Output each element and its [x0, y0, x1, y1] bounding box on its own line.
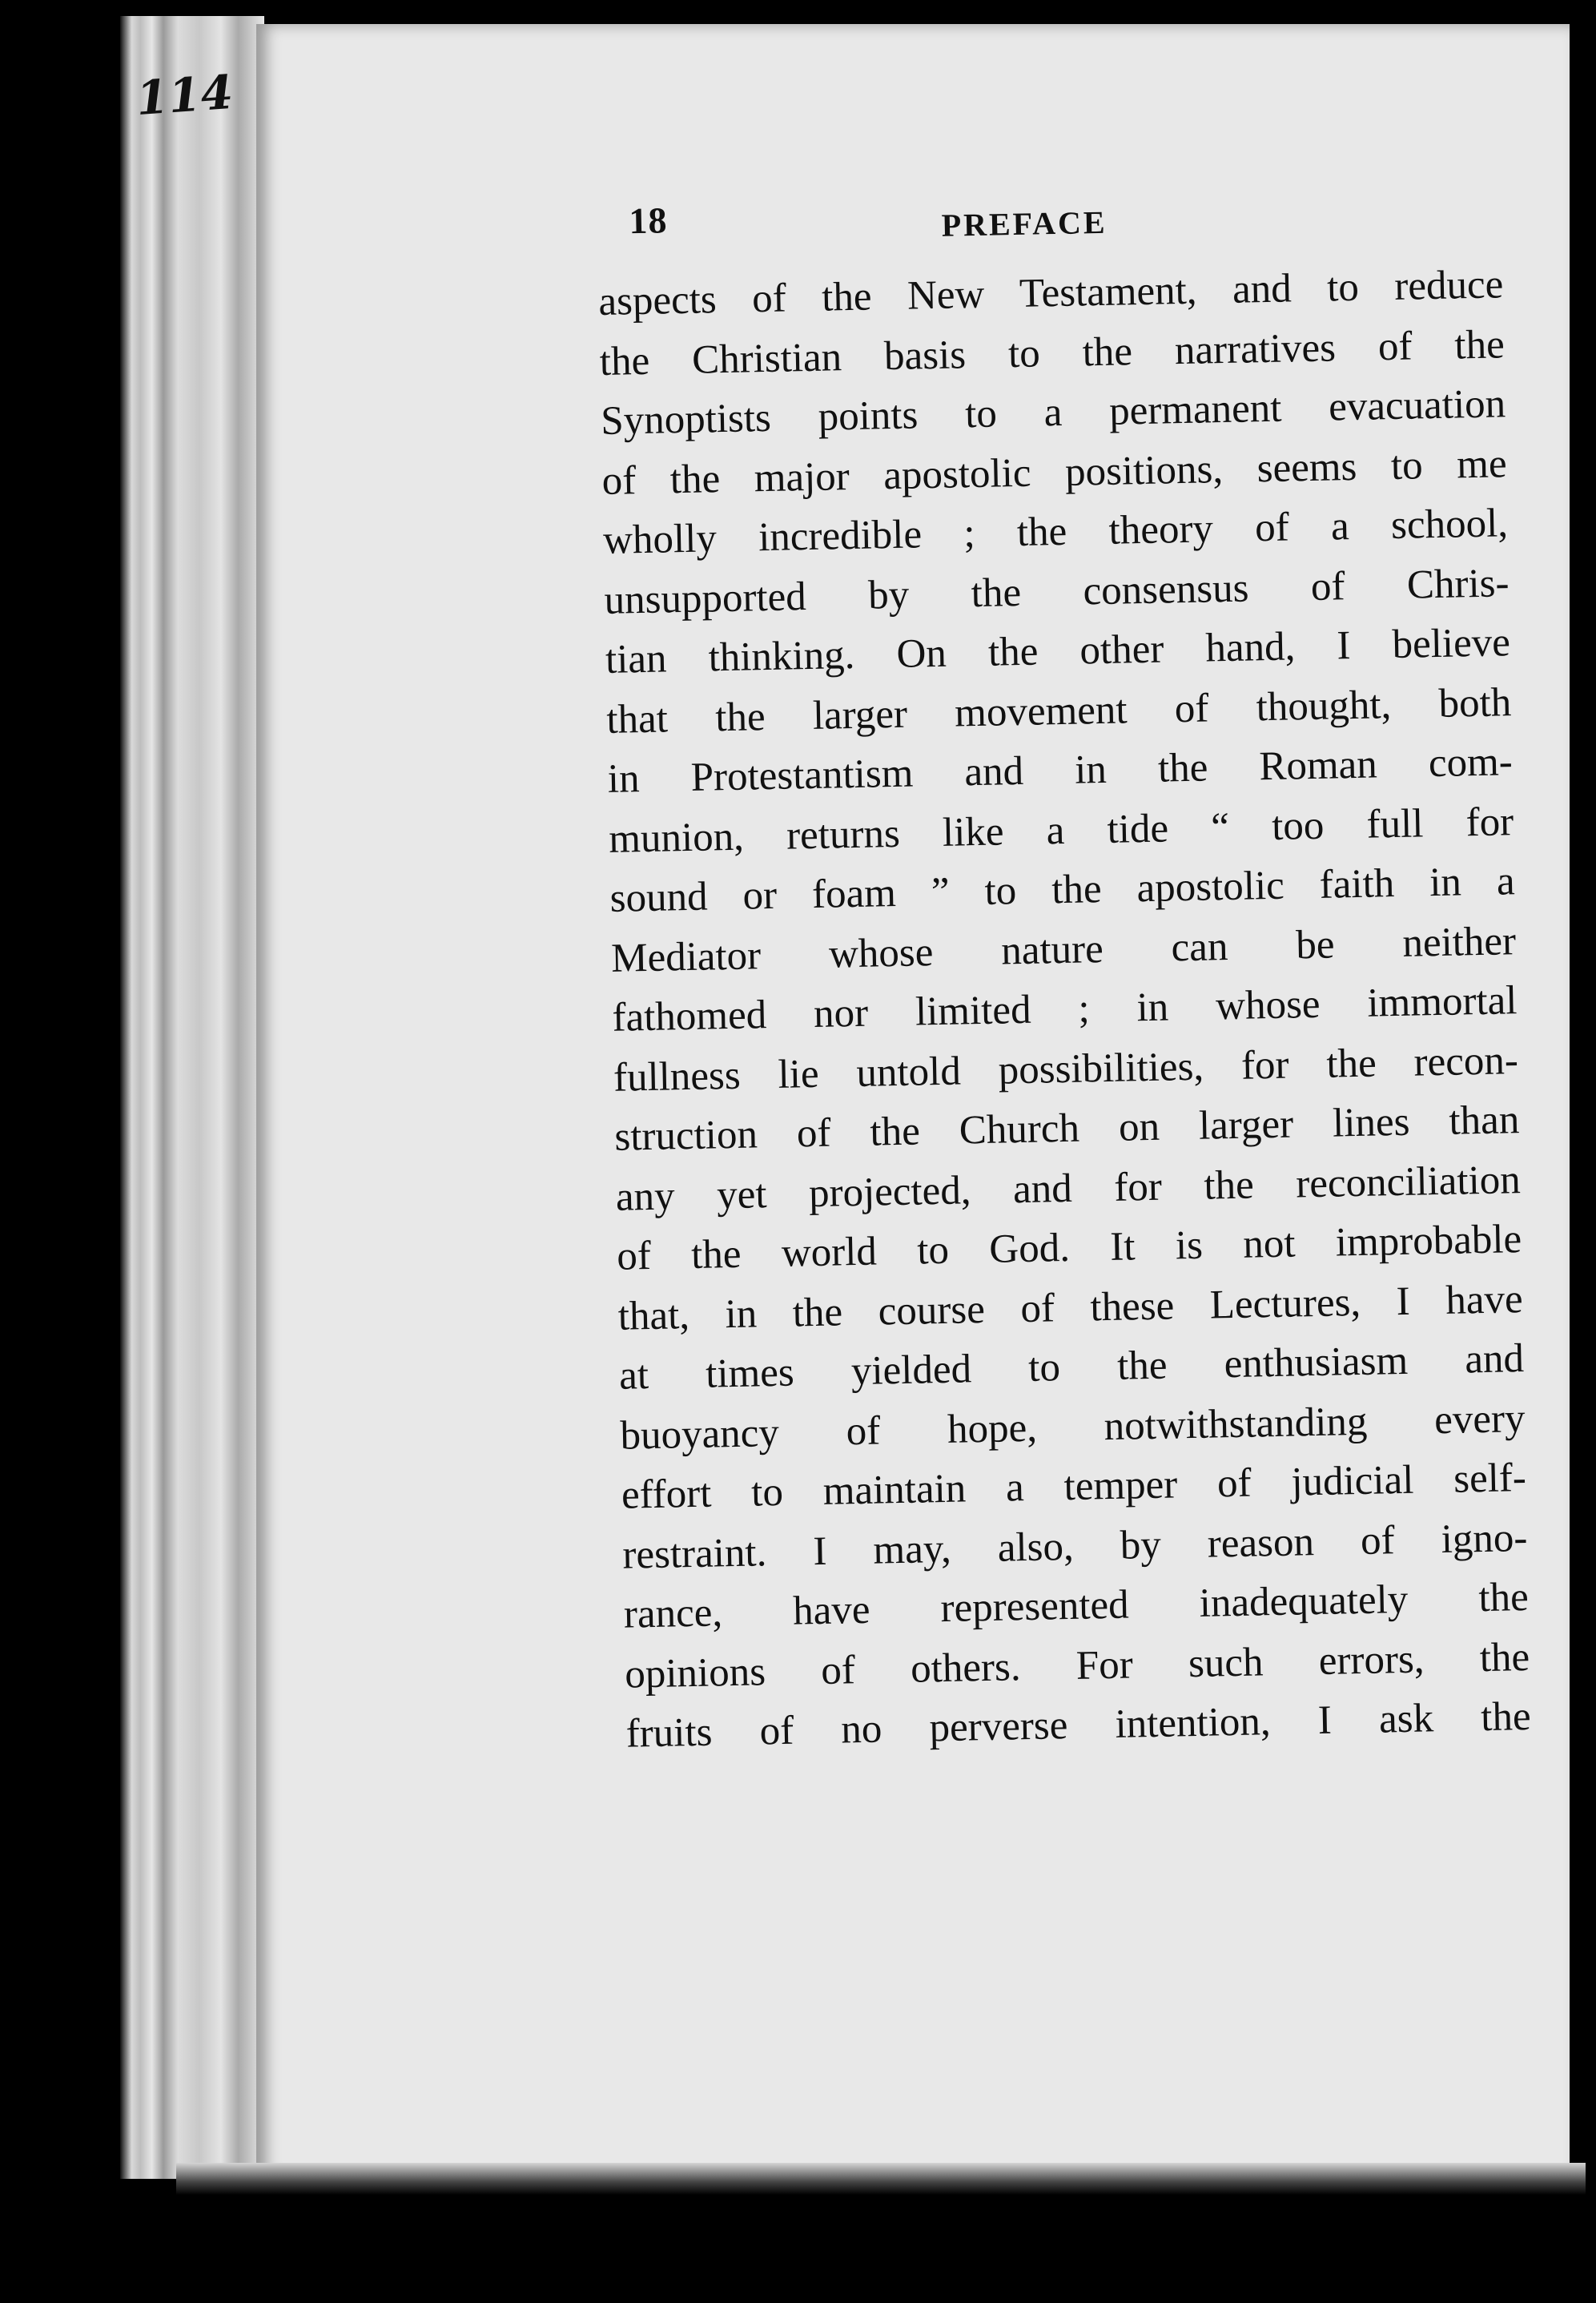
text-line: opinions of others. For such errors, the [624, 1634, 1530, 1697]
text-line: tian thinking. On the other hand, I believe [605, 620, 1511, 682]
text-line: sound or foam ” to the apostolic faith in a [609, 859, 1516, 921]
text-line: fathomed nor limited ; in whose immortal [612, 978, 1518, 1041]
text-line: unsupported by the consensus of Chris- [604, 560, 1510, 623]
text-line: that the larger movement of thought, both [605, 679, 1512, 743]
page-number: 18 [629, 199, 668, 242]
text-line: effort to maintain a temper of judicial self- [621, 1455, 1527, 1518]
text-line: struction of the Church on larger lines than [613, 1097, 1520, 1160]
text-line: at times yielded to the enthusiasm and [618, 1336, 1525, 1399]
text-line: any yet projected, and for the reconciliation [615, 1157, 1522, 1220]
text-line: in Protestantism and in the Roman com- [607, 739, 1514, 802]
text-line: Mediator whose nature can be neither [610, 918, 1517, 981]
text-line: Synoptists points to a permanent evacuation [600, 381, 1506, 444]
text-line: fruits of no perverse intention, I ask the [625, 1693, 1532, 1757]
page-bottom-edge [176, 2163, 1586, 2195]
text-line: buoyancy of hope, notwithstanding every [620, 1395, 1526, 1459]
running-title: PREFACE [941, 203, 1108, 244]
text-line: fullness lie untold possibilities, for the recon- [613, 1037, 1519, 1101]
book-gutter [120, 16, 264, 2179]
page-text-block [597, 183, 1531, 1764]
text-line: of the major apostolic positions, seems to me [601, 441, 1508, 504]
text-line: rance, have represented inadequately the [623, 1574, 1530, 1637]
margin-annotation: 114 [134, 64, 235, 127]
text-line: wholly incredible ; the theory of a school, [602, 501, 1509, 563]
text-line: that, in the course of these Lectures, I have [617, 1276, 1524, 1339]
text-line: restraint. I may, also, by reason of igno- [621, 1515, 1528, 1578]
text-line: munion, returns like a tide “ too full for [608, 799, 1514, 862]
text-line: aspects of the New Testament, and to reduce [597, 262, 1504, 324]
text-line: the Christian basis to the narratives of the [599, 321, 1506, 385]
body-text [598, 255, 1532, 1764]
text-line: of the world to God. It is not improbable [616, 1217, 1522, 1279]
